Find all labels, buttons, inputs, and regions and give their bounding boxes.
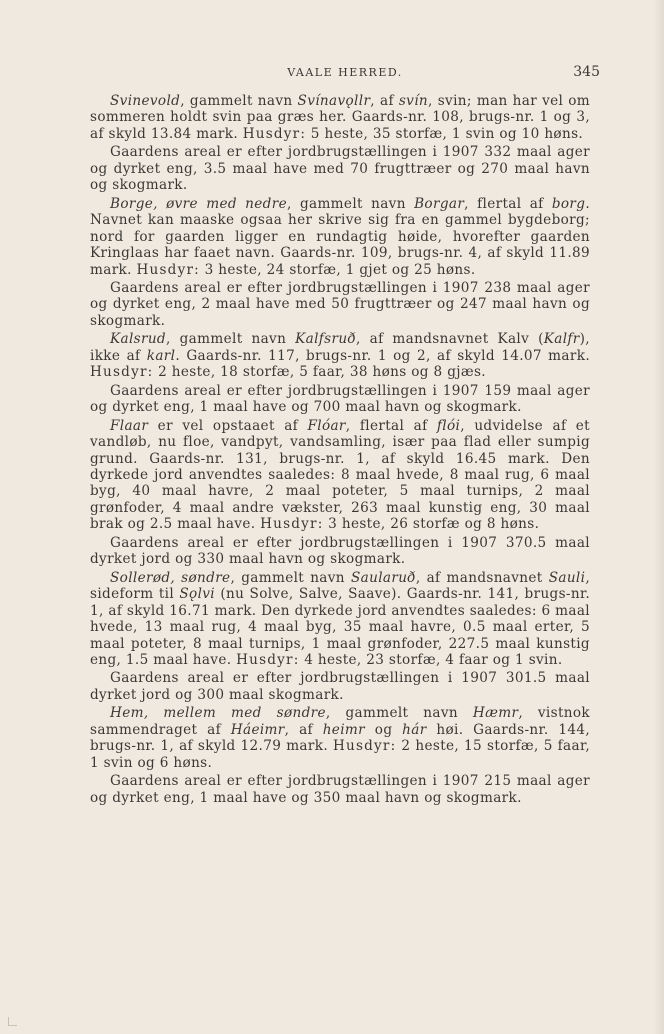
paragraph bbox=[90, 383, 590, 416]
paragraph bbox=[90, 93, 590, 142]
paragraph bbox=[90, 535, 590, 568]
paragraph bbox=[90, 280, 590, 329]
paragraph bbox=[90, 570, 590, 669]
husdyr-label: Husdyr: bbox=[236, 651, 300, 668]
text-segment: Gaardens areal er efter jordbrugstællingen i 1907 370.5 maal dyrket jord og 330 maal havn og skogmark. bbox=[90, 534, 590, 568]
text-segment: 3 heste, 24 storfæ, 1 gjet og 25 høns. bbox=[199, 261, 476, 278]
italic-term: borg bbox=[551, 195, 586, 212]
running-title: VAALE HERRED. bbox=[287, 66, 403, 79]
italic-term: Flaar bbox=[110, 417, 149, 434]
text-segment: Gaardens areal er efter jordbrugstællingen i 1907 215 maal ager og dyrket eng, 1 maal have og 350 maal havn og skogmark. bbox=[90, 773, 590, 806]
text-segment: , sideform til bbox=[90, 569, 590, 603]
text-segment: 5 heste, 35 storfæ, 1 svin og 10 høns. bbox=[306, 125, 584, 142]
text-segment: 3 heste, 26 storfæ og 8 høns. bbox=[323, 516, 540, 533]
text-segment: , flertal af bbox=[464, 195, 552, 212]
italic-term: Borgar bbox=[414, 195, 465, 212]
italic-term: Flóar bbox=[307, 417, 346, 434]
text-segment: , gammelt navn bbox=[180, 93, 298, 109]
text-segment: er vel opstaaet af bbox=[148, 417, 308, 434]
italic-term: Borge, øvre med nedre bbox=[110, 195, 287, 212]
text-segment: . Gaards-nr. 117, brugs-nr. 1 og 2, af skyld 14.07 mark. bbox=[175, 347, 590, 364]
italic-term: Kalsrud bbox=[110, 331, 166, 348]
italic-term: svín bbox=[398, 93, 429, 109]
italic-term: Sǫlvi bbox=[179, 586, 215, 603]
text-segment: , gammelt navn bbox=[230, 569, 351, 586]
page-edge-shade bbox=[654, 0, 664, 1034]
text-segment: , af mandsnavnet bbox=[415, 569, 549, 586]
text-segment: og bbox=[365, 721, 403, 738]
italic-term: Svínavǫllr bbox=[297, 93, 371, 109]
italic-term: Kalfr bbox=[543, 331, 580, 348]
body-text bbox=[90, 93, 590, 808]
paragraph bbox=[90, 773, 590, 806]
text-segment: ), ikke af bbox=[90, 331, 590, 364]
paragraph bbox=[90, 418, 590, 533]
text-segment: , gammelt navn bbox=[286, 195, 415, 212]
text-segment: , gammelt navn bbox=[166, 331, 296, 348]
husdyr-label: Husdyr: bbox=[242, 125, 307, 142]
page-header bbox=[90, 66, 600, 84]
husdyr-label: Husdyr: bbox=[136, 261, 200, 278]
text-segment: høi. Gaards-nr. 144, brugs-nr. 1, af skyld 12.79 mark. bbox=[90, 721, 591, 755]
italic-term: Svinevold bbox=[110, 93, 181, 109]
text-segment: Gaardens areal er efter jordbrugstællingen i 1907 159 maal ager og dyrket eng, 1 maal have og 700 maal havn og skogmark. bbox=[90, 382, 590, 416]
paragraph bbox=[90, 705, 590, 771]
text-segment: , af bbox=[284, 721, 323, 738]
italic-term: Hem, mellem med søndre bbox=[110, 705, 326, 722]
text-segment: (nu Solve, Salve, Saave). Gaards-nr. 141, brugs-nr. 1, af skyld 16.71 mark. Den dyrkede jord anvendtes saaledes: 6 maal hvede, 13 maal rug, 4 maal byg, 35 maal havre, 0.5 maal erter, 5 maal poteter, 8 maal turnips, 1 maal grønfoder, 227.5 maal kunstig eng, 1.5 maal have. bbox=[90, 586, 591, 668]
text-segment: , af mandsnavnet Kalv ( bbox=[356, 331, 544, 348]
paragraph bbox=[90, 144, 590, 193]
husdyr-label: Husdyr: bbox=[332, 738, 397, 755]
italic-term: karl bbox=[146, 347, 176, 364]
paragraph bbox=[90, 331, 590, 380]
text-segment: Gaardens areal er efter jordbrugstællingen i 1907 301.5 maal dyrket jord og 300 maal skogmark. bbox=[90, 670, 590, 703]
italic-term: heimr bbox=[322, 721, 365, 738]
text-segment: , svin; man har vel om sommeren holdt svin paa græs her. Gaards-nr. 108, brugs-nr. 1 og 3, af skyld 13.84 mark. bbox=[90, 93, 590, 142]
italic-term: flói bbox=[436, 417, 461, 434]
text-segment: , gammelt navn bbox=[325, 705, 473, 722]
text-segment: Gaardens areal er efter jordbrugstællingen i 1907 238 maal ager og dyrket eng, 2 maal have med 50 frugttræer og 247 maal havn og skogmark. bbox=[90, 279, 590, 329]
page-number: 345 bbox=[573, 64, 600, 80]
text-segment: 2 heste, 15 storfæ, 5 faar, 1 svin og 6 høns. bbox=[90, 738, 590, 771]
text-segment: 4 heste, 23 storfæ, 4 faar og 1 svin. bbox=[299, 651, 563, 668]
italic-term: Háeimr bbox=[230, 721, 285, 738]
text-segment: , flertal af bbox=[345, 417, 437, 434]
italic-term: Sauli bbox=[548, 569, 586, 586]
italic-term: hár bbox=[402, 721, 427, 738]
italic-term: Saularuð bbox=[350, 569, 416, 586]
text-segment: 2 heste, 18 storfæ, 5 faar, 38 høns og 8 gjæs. bbox=[153, 364, 486, 381]
paragraph bbox=[90, 670, 590, 703]
husdyr-label: Husdyr: bbox=[260, 516, 324, 533]
italic-term: Hæmr bbox=[472, 705, 519, 722]
paragraph bbox=[90, 196, 590, 278]
italic-term: Kalfsruð bbox=[295, 331, 356, 348]
husdyr-label: Husdyr: bbox=[90, 364, 154, 381]
text-segment: , af bbox=[370, 93, 399, 109]
text-segment: Gaardens areal er efter jordbrugstællingen i 1907 332 maal ager og dyrket eng, 3.5 maal have med 70 frugttræer og 270 maal havn og skogmark. bbox=[90, 144, 590, 194]
text-segment: , udvidelse af et vandløb, nu floe, vandpyt, vandsamling, især paa flad eller sumpig grund. Gaards-nr. 131, brugs-nr. 1, af skyld 16.45 mark. Den dyrkede jord anvendtes saaledes: 8 maal hvede, 8 maal rug, 6 maal byg, 40 maal havre, 2 maal poteter, 5 maal turnips, 2 maal grønfoder, 4 maal andre vækster, 263 maal kunstig eng, 30 maal brak og 2.5 maal have. bbox=[90, 417, 590, 533]
italic-term: Sollerød, søndre bbox=[110, 569, 231, 586]
corner-mark bbox=[8, 1017, 17, 1026]
text-segment: . Navnet kan maaske ogsaa her skrive sig fra en gammel bygdeborg; nord for gaarden ligger en rundagtig høide, hvorefter gaarden Kringlaas har faaet navn. Gaards-nr. 109, brugs-nr. 4, af skyld 11.89 mark. bbox=[90, 195, 590, 278]
text-segment: , vistnok sammendraget af bbox=[90, 705, 590, 738]
